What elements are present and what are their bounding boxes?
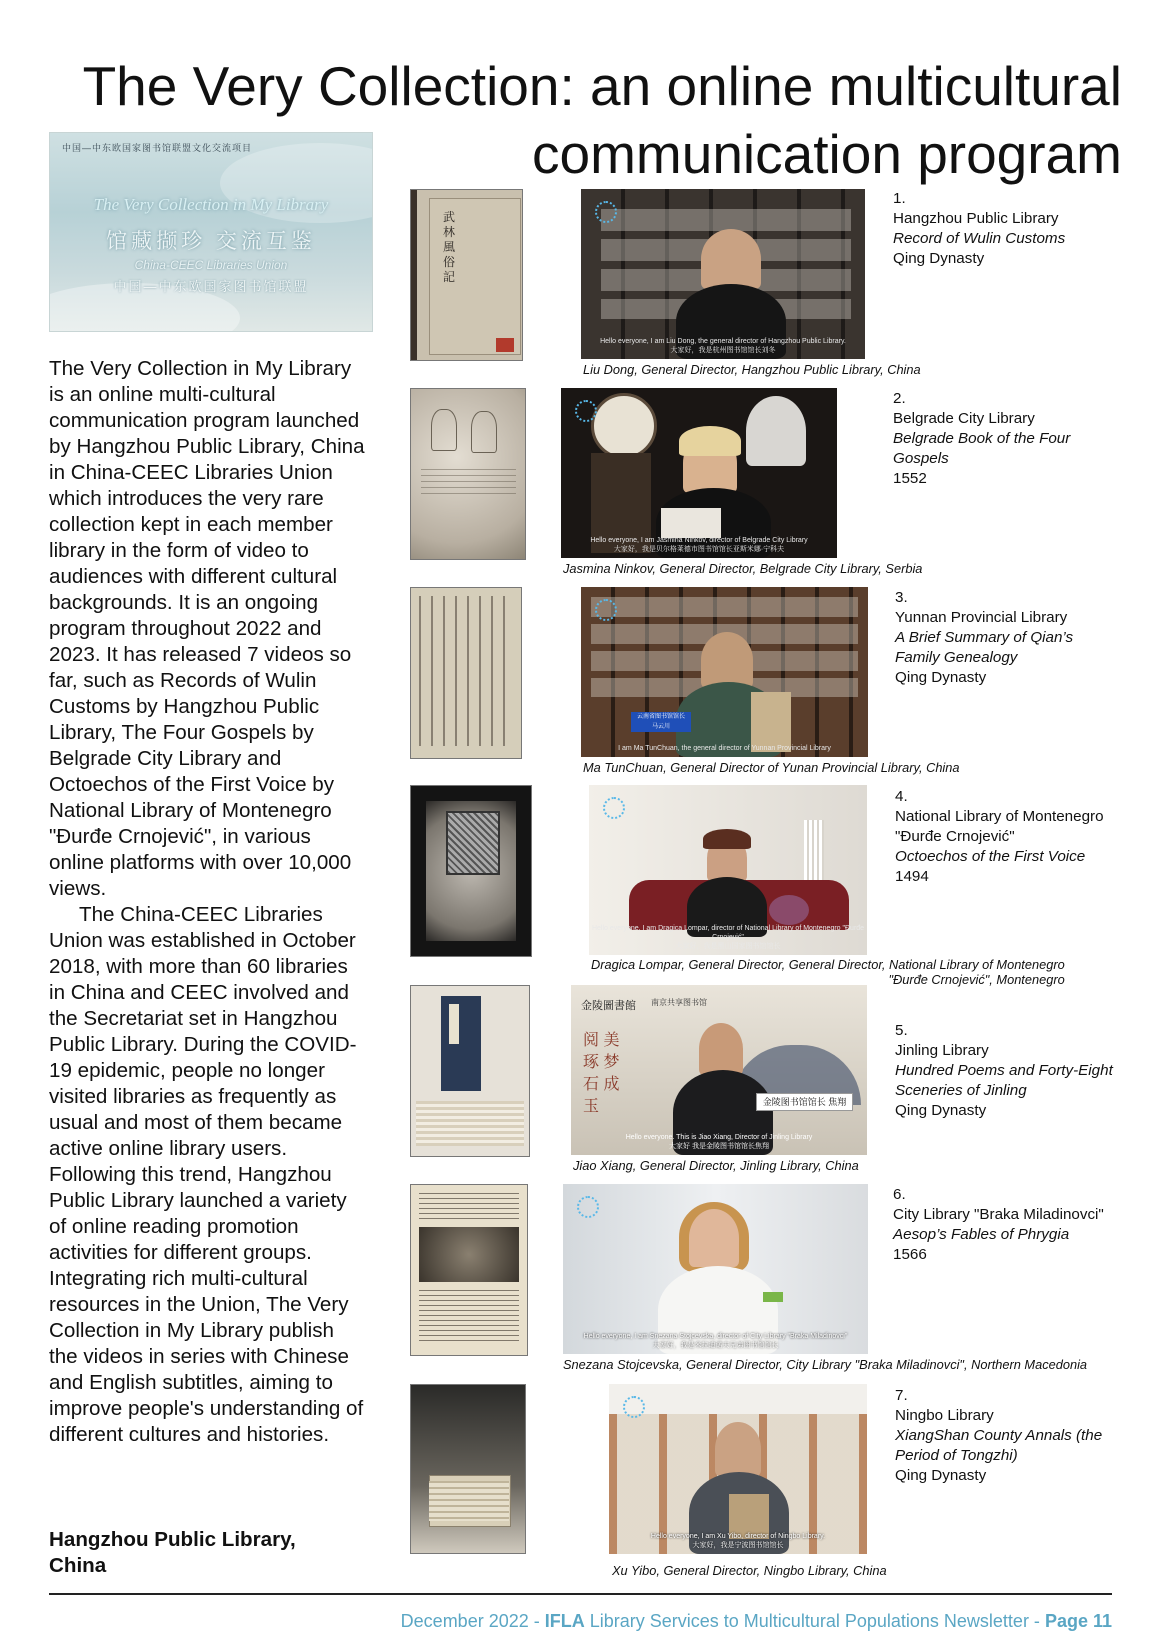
banner-title-en: The Very Collection in My Library <box>93 195 329 214</box>
title-line-2: communication program <box>532 123 1122 185</box>
entry-info-2: 2. Belgrade City Library Belgrade Book of the Four Gospels 1552 <box>893 390 1071 487</box>
video-still-1 <box>581 189 865 359</box>
library-logo-icon <box>623 1396 645 1418</box>
author-line-1: Hangzhou Public Library, <box>49 1528 296 1551</box>
video-subtitle: Hello everyone, I am Xu Yibo, director of Ningbo Library. 大家好，我是宁波图书馆馆长 <box>650 1533 826 1549</box>
video-still-3 <box>581 587 868 757</box>
entry-info-1: 1. Hangzhou Public Library Record of Wulin Customs Qing Dynasty <box>893 190 1066 267</box>
program-banner-image <box>49 132 373 332</box>
entry-info-4: 4. National Library of Montenegro "Đurđe Crnojević" Octoechos of the First Voice 1494 <box>895 788 1104 885</box>
video-still-4 <box>589 785 867 955</box>
video-subtitle: Hello everyone, I am Dragica Lompar, director of National Library of Montenegro "Đurđe Crnojević" 大家好，我是黑山国家图书馆馆长 <box>591 925 865 950</box>
article-body <box>49 356 367 1448</box>
video-still-7 <box>609 1384 867 1554</box>
entry-info-3: 3. Yunnan Provincial Library A Brief Summary of Qian’s Family Genealogy Qing Dynasty <box>895 589 1074 686</box>
entry-caption-7: Xu Yibo, General Director, Ningbo Library, China <box>612 1563 887 1578</box>
entry-caption-6: Snezana Stojcevska, General Director, City Library "Braka Miladinovci", Northern Macedonia <box>563 1357 1088 1372</box>
video-subtitle: Hello everyone, I am Jasmina Ninkov, director of Belgrade City Library 大家好，我是贝尔格莱德市图书馆馆长亚斯米娜·宁科夫 <box>590 537 808 553</box>
entry-info-5: 5. Jinling Library Hundred Poems and Forty-Eight Sceneries of Jinling Qing Dynasty <box>895 1022 1113 1119</box>
video-still-6 <box>563 1184 868 1354</box>
video-still-5: 金陵圖書館 南京共享图书馆 阅 美 琢 梦 石 成 玉 金陵图书馆馆长 焦翔 Hello everyone. This is Jiao Xiang, Director of Jinling Library 大家好 我是金陵图书馆馆长焦翔 <box>571 985 867 1155</box>
entry-info-6: 6. City Library "Braka Miladinovci" Aesop’s Fables of Phrygia 1566 <box>893 1186 1104 1263</box>
author-line-2: China <box>49 1554 107 1577</box>
entry-caption-5: Jiao Xiang, General Director, Jinling Library, China <box>573 1158 859 1173</box>
video-subtitle: Hello everyone. This is Jiao Xiang, Director of Jinling Library 大家好 我是金陵图书馆馆长焦翔 <box>625 1134 813 1150</box>
collection-thumbnail-4 <box>410 785 532 957</box>
banner-title-cn: 馆藏撷珍 交流互鉴 <box>106 230 316 253</box>
banner-union-en: China-CEEC Libraries Union <box>134 258 288 272</box>
entry-info-7: 7. Ningbo Library XiangShan County Annals (the Period of Tongzhi) Qing Dynasty <box>895 1387 1103 1484</box>
collection-thumbnail-2 <box>410 388 526 560</box>
library-logo-icon <box>575 400 597 422</box>
video-subtitle: Hello everyone, I am Liu Dong, the general director of Hangzhou Public Library. 大家好，我是杭州图书馆馆长刘冬 <box>600 338 846 354</box>
entry-caption-1: Liu Dong, General Director, Hangzhou Public Library, China <box>583 362 921 377</box>
collection-thumbnail-3 <box>410 587 522 759</box>
library-logo-icon <box>595 599 617 621</box>
article-paragraph-1: The Very Collection in My Library is an online multi-cultural communication program launched by Hangzhou Public Library, China in China-CEEC Libraries Union which introduces the very rare collection kept in each member library in the form of video to audiences with different cultural backgrounds. It is an ongoing program throughout 2022 and 2023. It has released 7 videos so far, such as Records of Wulin Customs by Hangzhou Public Library, The Four Gospels by Belgrade City Library and Octoechos of the First Voice by National Library of Montenegro "Đurđe Crnojević", in various online platforms with over 10,000 views. <box>49 357 365 900</box>
collection-thumbnail-7 <box>410 1384 526 1554</box>
article-paragraph-2: The China-CEEC Libraries Union was established in October 2018, with more than 60 libraries in China and CEEC involved and the Secretariat set in Hangzhou Public Library. During the COVID-19 epidemic, people no longer visited libraries as frequently as usual and most of them became active online library users. Following this trend, Hangzhou Public Library launched a variety of online reading promotion activities for different groups. Integrating rich multi-cultural resources in the Union, The Very Collection in My Library publish the videos in series with Chinese and English subtitles, aiming to improve people's understanding of different cultures and histories. <box>49 903 364 1446</box>
collection-thumbnail-6 <box>410 1184 528 1356</box>
library-logo-icon <box>577 1196 599 1218</box>
library-logo-icon <box>603 797 625 819</box>
name-badge: 云南省图书馆馆长 马云川 <box>631 712 691 732</box>
video-subtitle: Hello everyone, I am Snezana Stojcevska, director of City Library "Braka Miladinovci" 大家好，我是米拉迪诺夫兄弟图书馆馆长 <box>583 1333 848 1349</box>
banner-header: 中国—中东欧国家图书馆联盟文化交流项目 <box>62 143 253 153</box>
footer-divider <box>49 1593 1112 1595</box>
video-subtitle: I am Ma TunChuan, the general director of Yunnan Provincial Library <box>618 745 831 752</box>
entry-caption-2: Jasmina Ninkov, General Director, Belgrade City Library, Serbia <box>563 561 923 576</box>
banner-union-cn: 中国—中东欧国家图书馆联盟 <box>113 279 309 294</box>
name-badge: 金陵图书馆馆长 焦翔 <box>756 1093 853 1111</box>
title-line-1: The Very Collection: an online multicultural <box>82 55 1122 117</box>
entry-caption-3: Ma TunChuan, General Director of Yunan Provincial Library, China <box>583 760 960 775</box>
library-logo-icon <box>595 201 617 223</box>
video-still-2 <box>561 388 837 558</box>
entry-caption-4: Dragica Lompar, General Director, General Director, National Library of Montenegro "Đurđe Crnojević", Montenegro <box>591 957 1065 987</box>
library-name-sign: 金陵圖書館 <box>581 1000 636 1012</box>
page-footer: December 2022 - IFLA Library Services to Multicultural Populations Newsletter - Page 11 <box>400 1611 1112 1631</box>
article-author <box>49 1527 367 1579</box>
collection-thumbnail-1: 武林風俗記 <box>410 189 523 361</box>
collection-thumbnail-5 <box>410 985 530 1157</box>
